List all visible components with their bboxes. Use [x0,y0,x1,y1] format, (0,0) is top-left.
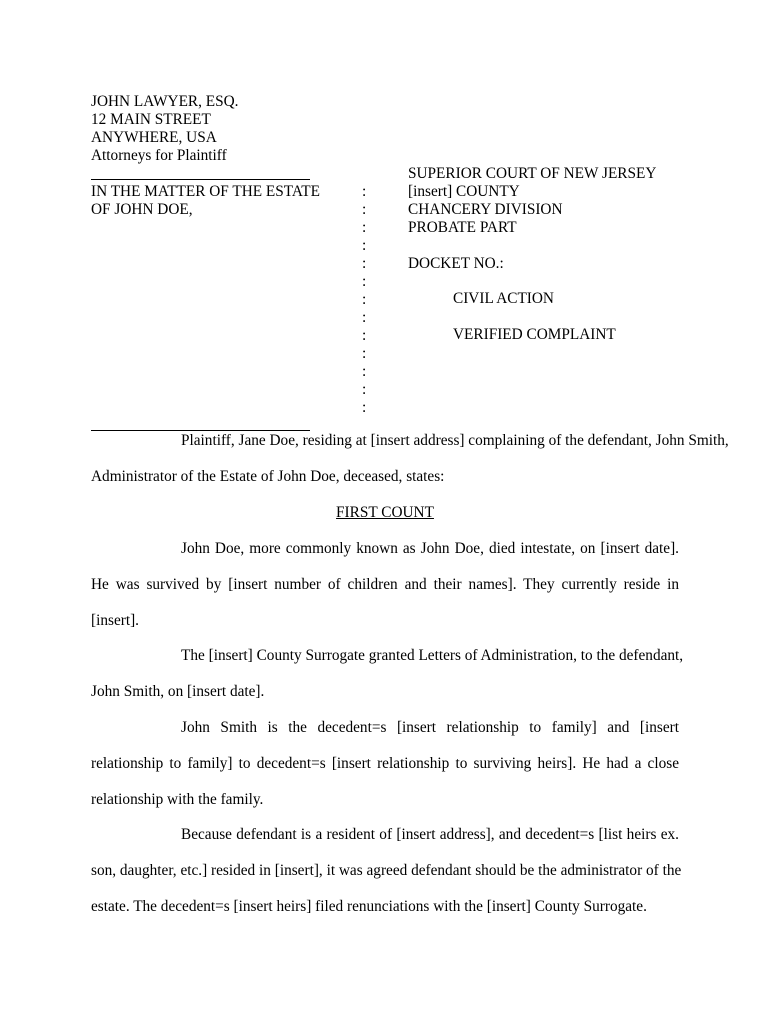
attorney-name: JOHN LAWYER, ESQ. [91,93,239,110]
paragraph-line: The [insert] County Surrogate granted Letters of Administration, to the defendant, [181,647,684,665]
caption-colon: : [362,273,367,290]
caption-colon: : [362,291,367,308]
document-title: VERIFIED COMPLAINT [453,326,616,343]
caption-colon: : [362,363,367,380]
attorney-role: Attorneys for Plaintiff [91,147,227,164]
paragraph-line: John Doe, more commonly known as John Doe, died intestate, on [insert date]. [181,540,679,557]
paragraph-line: estate. The decedent=s [insert heirs] filed renunciations with the [insert] County Surrogate. [91,898,647,915]
division: CHANCERY DIVISION [408,201,563,218]
caption-colon: : [362,309,367,326]
caption-colon: : [362,219,367,236]
caption-colon: : [362,237,367,254]
paragraph-line: [insert]. [91,611,139,629]
paragraph-line: John Smith is the decedent=s [insert relationship to family] and [insert [181,719,679,736]
paragraph-line: John Smith, on [insert date]. [91,683,265,701]
paragraph-line: He was survived by [insert number of children and their names]. They currently reside in [91,575,679,593]
section-heading: FIRST COUNT [336,504,434,521]
caption-colon: : [362,327,367,344]
court-name: SUPERIOR COURT OF NEW JERSEY [408,165,657,182]
intro-line-2: Administrator of the Estate of John Doe, deceased, states: [91,468,445,485]
civil-action: CIVIL ACTION [453,290,554,307]
attorney-city: ANYWHERE, USA [91,129,217,146]
caption-colon: : [362,255,367,272]
matter-line-2: OF JOHN DOE, [91,201,193,218]
matter-line-1: IN THE MATTER OF THE ESTATE [91,183,320,200]
caption-colon: : [362,381,367,398]
part: PROBATE PART [408,219,517,236]
caption-colon: : [362,183,367,200]
attorney-street: 12 MAIN STREET [91,111,211,128]
caption-colon: : [362,399,367,416]
caption-top-rule [91,179,310,180]
caption-bottom-rule [91,430,310,431]
paragraph-line: relationship to family] to decedent=s [insert relationship to surviving heirs]. He had a close [91,754,679,772]
caption-colon: : [362,201,367,218]
docket-number: DOCKET NO.: [408,255,504,272]
paragraph-line: Because defendant is a resident of [insert address], and decedent=s [list heirs ex. [181,826,679,844]
county: [insert] COUNTY [408,183,520,200]
caption-colon: : [362,345,367,362]
intro-line-1: Plaintiff, Jane Doe, residing at [insert address] complaining of the defendant, John Smith, [181,432,729,449]
paragraph-line: relationship with the family. [91,790,264,808]
paragraph-line: son, daughter, etc.] resided in [insert], it was agreed defendant should be the administrator of the [91,862,682,880]
